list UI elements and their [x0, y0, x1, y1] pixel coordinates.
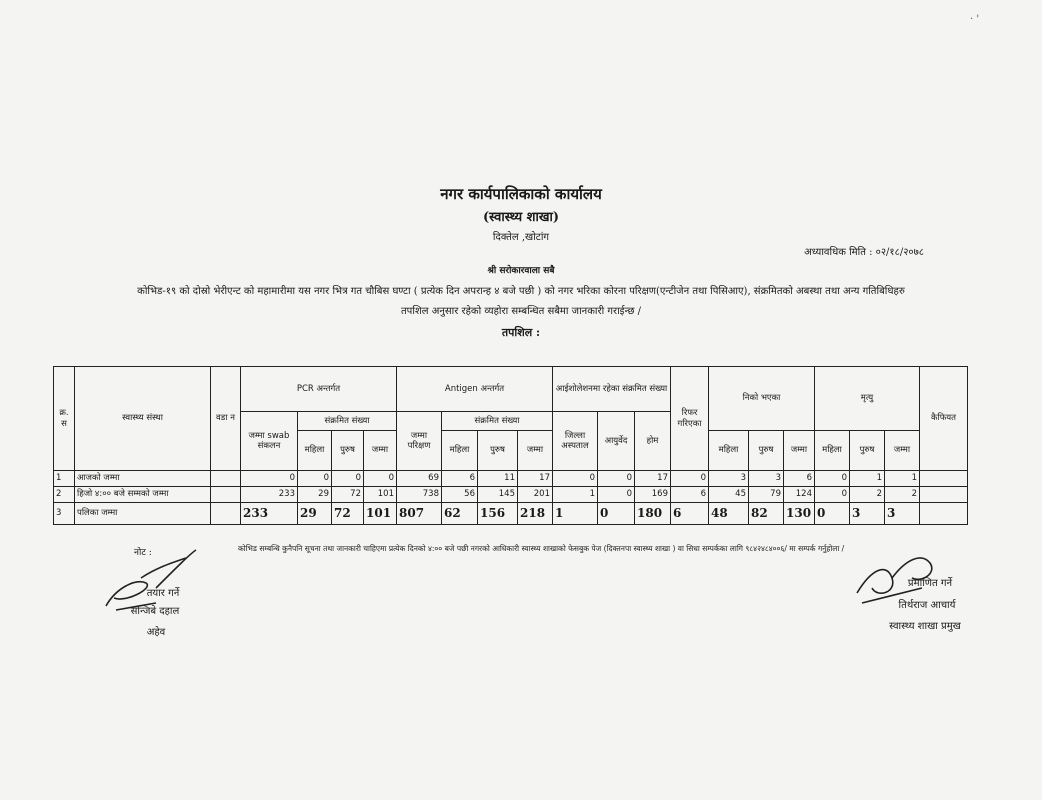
- cell-ag-f: 56: [442, 487, 478, 503]
- header-antigen: Antigen अन्तर्गत: [397, 367, 553, 412]
- cell-pcr-t: 101: [364, 487, 397, 503]
- cell-iso-dist: 1: [553, 487, 598, 503]
- table-row: [54, 503, 968, 525]
- section-title: (स्वास्थ्य शाखा): [482, 210, 560, 225]
- cell-sn: 1: [54, 471, 75, 487]
- scan-speck: · ': [970, 14, 980, 25]
- cell-d-f: 0: [815, 503, 850, 525]
- right-signature-title: स्वास्थ्य शाखा प्रमुख: [889, 621, 961, 632]
- header-ag-total: जम्मा: [518, 431, 553, 471]
- cell-rec-t: 124: [784, 487, 815, 503]
- cell-ag-m: 156: [478, 503, 518, 525]
- salutation: श्री सरोकारवाला सबै: [487, 266, 555, 276]
- header-ward: वडा न: [211, 367, 241, 471]
- cell-ward: [211, 471, 241, 487]
- cell-d-t: 1: [885, 471, 920, 487]
- cell-rec-m: 3: [749, 471, 784, 487]
- cell-ag-f: 62: [442, 503, 478, 525]
- body-line-1: कोभिड-१९ को दोस्रो भेरीएन्ट को महामारीमा यस नगर भित्र गत चौबिस घण्टा ( प्रत्येक दिन अपरान्ह ४ बजे पछी ) को नगर भरिका कोरना परिक्षण(एन्टीजेन तथा पिसिआए), संक्रमितको अबस्था तथा अन्य गतिबिधिहरु: [137, 286, 905, 297]
- left-signature-role: तयार गर्ने: [146, 588, 180, 599]
- cell-ag-t: 17: [518, 471, 553, 487]
- cell-d-m: 2: [850, 487, 885, 503]
- cell-iso-dist: 1: [553, 503, 598, 525]
- header-home: होम: [635, 412, 671, 471]
- cell-ward: [211, 503, 241, 525]
- cell-pcr-swab: 233: [241, 503, 298, 525]
- cell-rec-t: 6: [784, 471, 815, 487]
- tapsil-heading: तपशिल :: [501, 326, 541, 339]
- cell-ag-test: 738: [397, 487, 442, 503]
- note-text: कोभिड सम्बन्धि कुनैपनि सूचना तथा जानकारी चाहिएमा प्रत्येक दिनको ४:०० बजे पछी नगरको आधिकारी स्वास्थ्य शाखाको फेसबुक पेज (दिक्तनपा स्वास्थ्य शाखा ) वा सिधा सम्पर्कका लागि ९८४२४८४००६/ मा सम्पर्क गर्नुहोला /: [238, 544, 845, 553]
- cell-d-f: 0: [815, 471, 850, 487]
- header-death-male: पुरुष: [850, 431, 885, 471]
- cell-pcr-swab: 0: [241, 471, 298, 487]
- header-pcr-male: पुरुष: [332, 431, 364, 471]
- cell-d-f: 0: [815, 487, 850, 503]
- cell-pcr-t: 101: [364, 503, 397, 525]
- office-address: दिक्तेल ,खोटांग: [492, 232, 550, 243]
- cell-refer: 6: [671, 503, 709, 525]
- header-death-total: जम्मा: [885, 431, 920, 471]
- cell-rec-m: 82: [749, 503, 784, 525]
- cell-pcr-m: 72: [332, 503, 364, 525]
- header-ag-male: पुरुष: [478, 431, 518, 471]
- header-recovered: निको भएका: [709, 367, 815, 431]
- cell-iso-ayur: 0: [598, 471, 635, 487]
- right-signature-role: प्रमाणित गर्ने: [907, 578, 953, 589]
- cell-ag-t: 218: [518, 503, 553, 525]
- table-row: [54, 471, 968, 487]
- cell-rec-f: 48: [709, 503, 749, 525]
- cell-rec-m: 79: [749, 487, 784, 503]
- office-title: नगर कार्यपालिकाको कार्यालय: [440, 185, 602, 203]
- cell-ag-test: 69: [397, 471, 442, 487]
- cell-ag-f: 6: [442, 471, 478, 487]
- left-signature-title: अहेव: [146, 627, 166, 638]
- cell-d-m: 1: [850, 471, 885, 487]
- header-ayurveda: आयुर्वेद: [598, 412, 635, 471]
- header-sn: क्र. स: [54, 367, 75, 471]
- header-referred: रिफर गरिएका: [671, 367, 709, 471]
- header-district-hospital: जिल्ला अस्पताल: [553, 412, 598, 471]
- header-total-test: जम्मा परिक्षण: [397, 412, 442, 471]
- cell-ag-test: 807: [397, 503, 442, 525]
- cell-pcr-f: 29: [298, 487, 332, 503]
- cell-remarks: [920, 503, 968, 525]
- header-rec-female: महिला: [709, 431, 749, 471]
- cell-rec-f: 45: [709, 487, 749, 503]
- cell-name: पलिका जम्मा: [75, 503, 211, 525]
- cell-iso-ayur: 0: [598, 487, 635, 503]
- cell-iso-home: 169: [635, 487, 671, 503]
- cell-rec-t: 130: [784, 503, 815, 525]
- cell-d-m: 3: [850, 503, 885, 525]
- header-death: मृत्यु: [815, 367, 920, 431]
- cell-iso-ayur: 0: [598, 503, 635, 525]
- cell-iso-home: 17: [635, 471, 671, 487]
- cell-sn: 2: [54, 487, 75, 503]
- cell-d-t: 2: [885, 487, 920, 503]
- header-ag-female: महिला: [442, 431, 478, 471]
- cell-refer: 6: [671, 487, 709, 503]
- header-swab: जम्मा swab संकलन: [241, 412, 298, 471]
- cell-ag-t: 201: [518, 487, 553, 503]
- header-pcr-total: जम्मा: [364, 431, 397, 471]
- cell-name: आजको जम्मा: [75, 471, 211, 487]
- header-institution: स्वास्थ्य संस्था: [75, 367, 211, 471]
- header-rec-total: जम्मा: [784, 431, 815, 471]
- covid-report-table: [53, 366, 968, 525]
- cell-iso-home: 180: [635, 503, 671, 525]
- right-signature-name: तिर्थराज आचार्य: [898, 600, 956, 611]
- header-ag-infected: संक्रमित संख्या: [442, 412, 553, 431]
- header-isolation: आईशोलेशनमा रहेका संक्रमित संख्या: [553, 367, 671, 412]
- header-remarks: कैफियत: [920, 367, 968, 471]
- cell-ag-m: 145: [478, 487, 518, 503]
- cell-d-t: 3: [885, 503, 920, 525]
- cell-ward: [211, 487, 241, 503]
- cell-rec-f: 3: [709, 471, 749, 487]
- table-row: [54, 487, 968, 503]
- note-label: नोट :: [134, 548, 152, 558]
- cell-pcr-m: 0: [332, 471, 364, 487]
- cell-iso-dist: 0: [553, 471, 598, 487]
- cell-ag-m: 11: [478, 471, 518, 487]
- cell-refer: 0: [671, 471, 709, 487]
- left-signature-name: सन्जिबे दहाल: [130, 606, 180, 617]
- cell-remarks: [920, 487, 968, 503]
- cell-remarks: [920, 471, 968, 487]
- updated-date: अध्यावधिक मिति : ०२/१८/२०७८: [804, 247, 924, 258]
- cell-name: हिजो ४:०० बजे सम्मको जम्मा: [75, 487, 211, 503]
- cell-pcr-f: 29: [298, 503, 332, 525]
- header-pcr-female: महिला: [298, 431, 332, 471]
- cell-pcr-t: 0: [364, 471, 397, 487]
- cell-pcr-f: 0: [298, 471, 332, 487]
- cell-sn: 3: [54, 503, 75, 525]
- cell-pcr-m: 72: [332, 487, 364, 503]
- body-line-2: तपशिल अनुसार रहेको व्यहोरा सम्बन्धित सबैमा जानकारी गराईन्छ /: [400, 306, 642, 317]
- header-pcr-infected: संक्रमित संख्या: [298, 412, 397, 431]
- header-pcr: PCR अन्तर्गत: [241, 367, 397, 412]
- header-death-female: महिला: [815, 431, 850, 471]
- header-rec-male: पुरुष: [749, 431, 784, 471]
- cell-pcr-swab: 233: [241, 487, 298, 503]
